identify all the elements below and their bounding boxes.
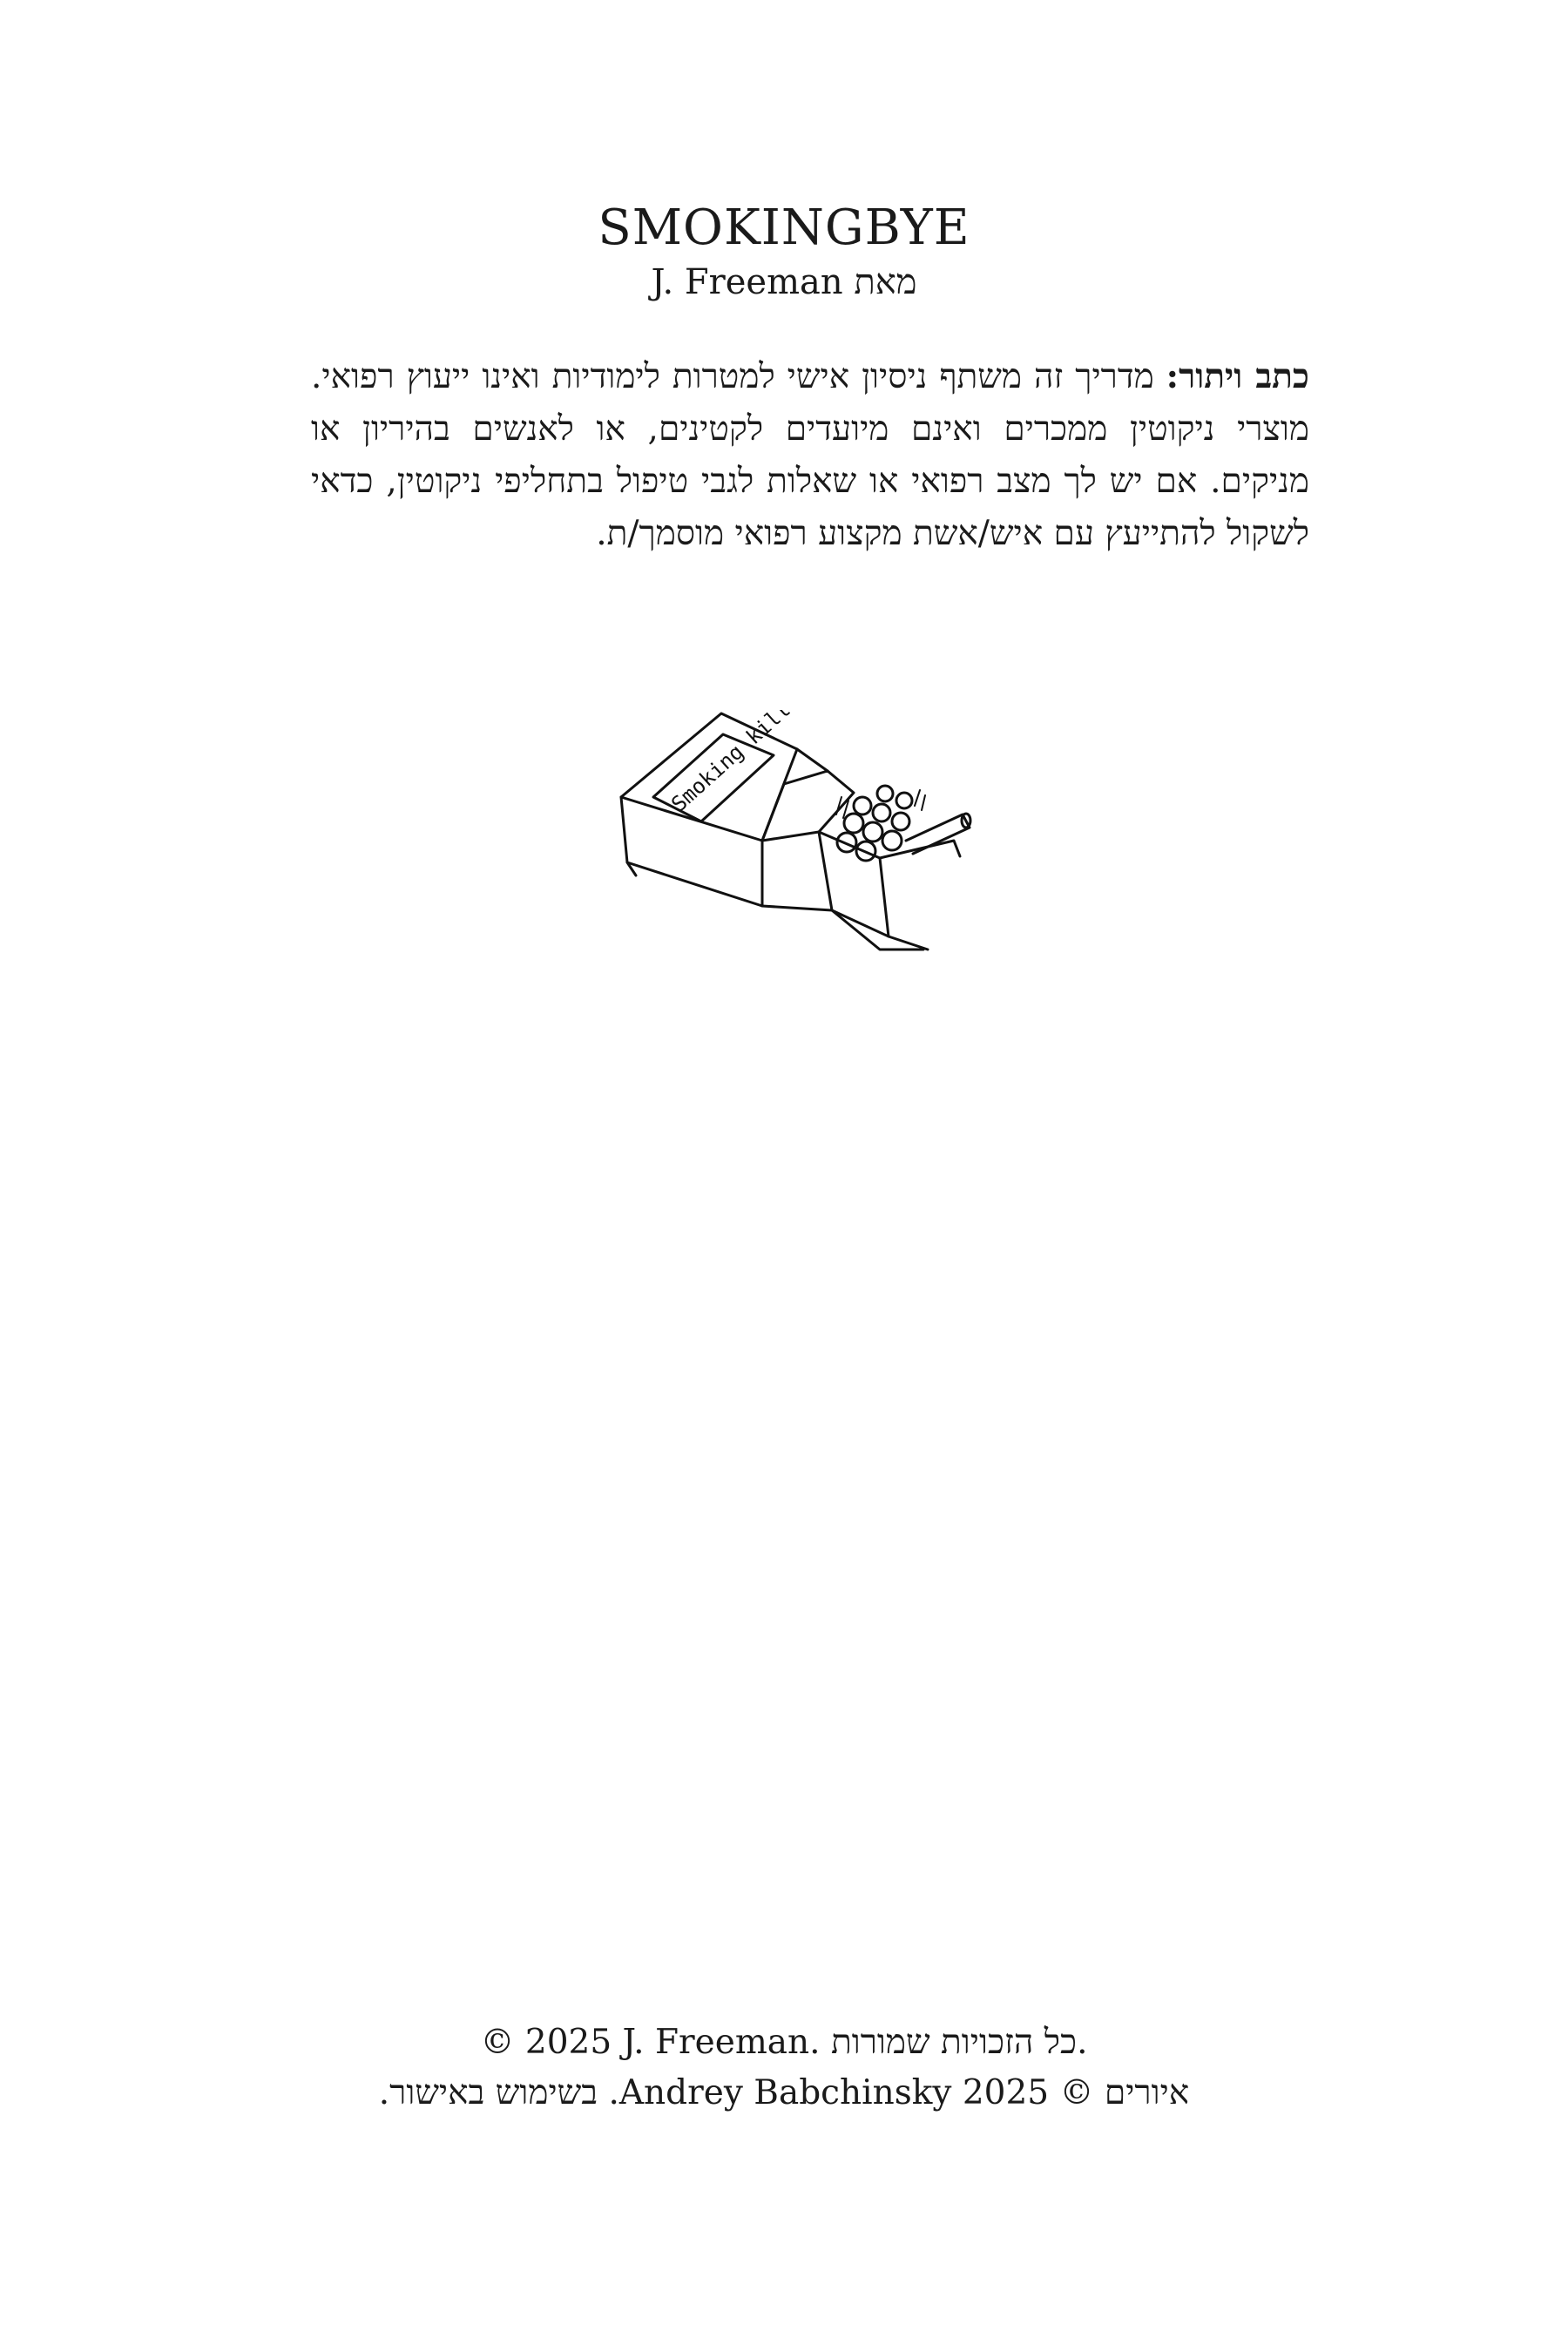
illustration-credit-line [0, 2073, 1568, 2114]
cigarette-pack-illustration [618, 710, 1019, 971]
disclaimer-paragraph [311, 350, 1309, 560]
copyright-line [0, 2023, 1568, 2064]
pack-warning-text: Smoking kills [666, 710, 805, 817]
disclaimer-label: כתב ויתור: [1166, 356, 1309, 396]
page-title: SMOKINGBYE [598, 199, 970, 256]
disclaimer-text: מדריך זה משתף ניסיון אישי למטרות לימודיות ואינו ייעוץ רפואי. מוצרי ניקוטין ממכרים ואינם מיועדים לקטינים, או לאנשים בהיריון או מניקים. אם יש לך מצב רפואי או שאלות לגבי טיפול בתחליפי ניקוטין, כדאי לשקול להתייעץ עם איש/אשת מקצוע רפואי מוסמך/ת. [311, 357, 1309, 553]
cigarette-pack-icon [618, 710, 1019, 971]
author-byline: מאת J. Freeman [651, 262, 917, 302]
illustration-credit-text: איורים © 2025 Andrey Babchinsky. בשימוש באישור. [378, 2073, 1190, 2112]
copyright-text: © 2025 J. Freeman. כל הזכויות שמורות. [480, 2023, 1088, 2062]
